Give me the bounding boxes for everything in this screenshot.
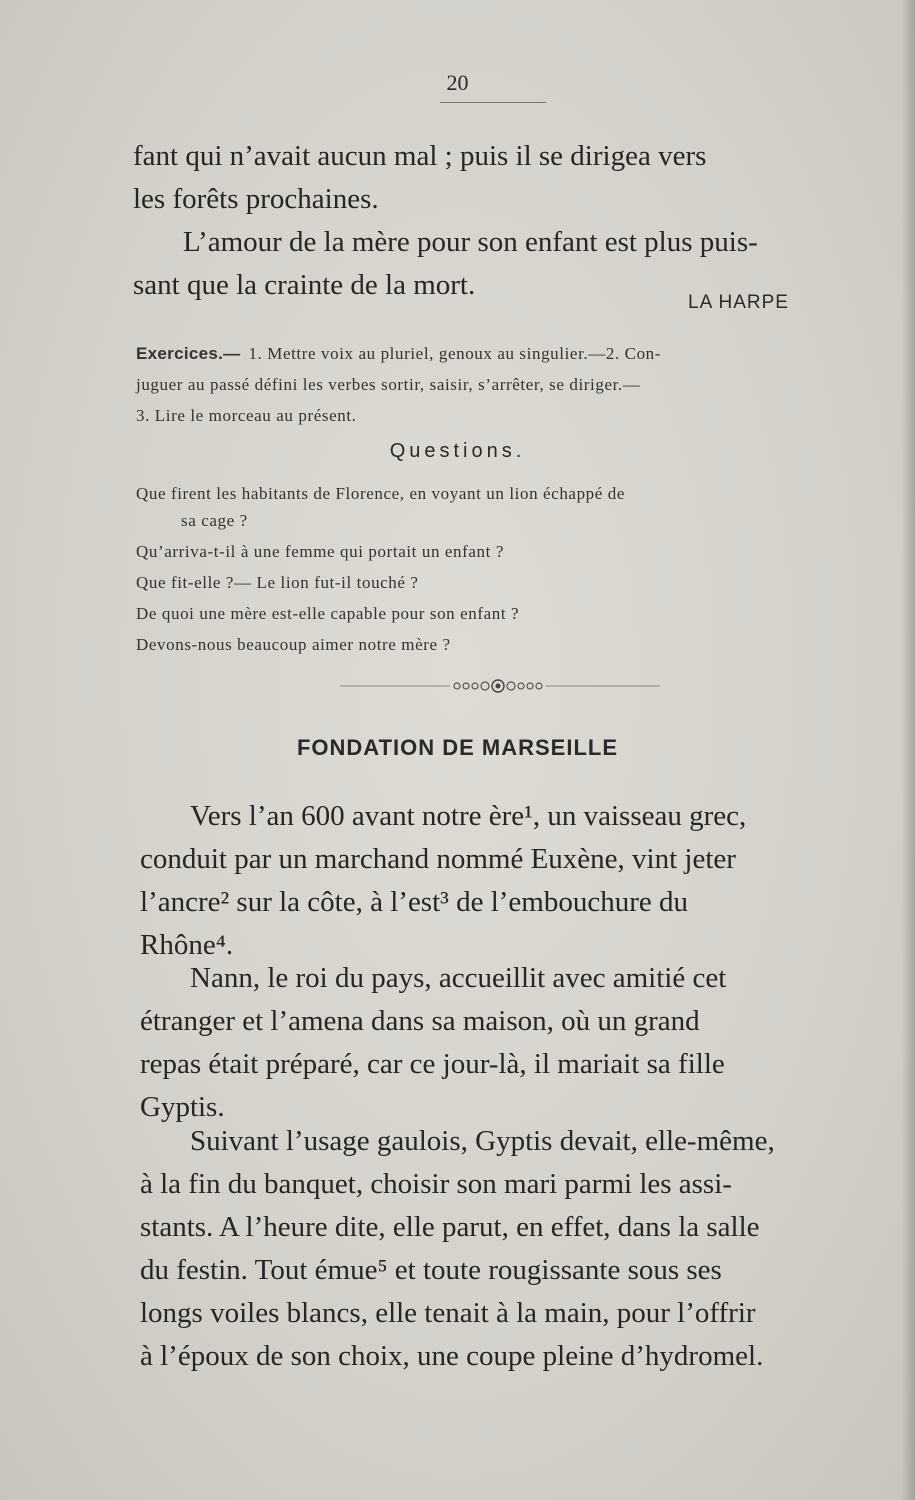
story-line: l’ancre² sur la côte, à l’est³ de l’embouchure du xyxy=(140,886,689,918)
story-paragraph-3 xyxy=(140,1120,775,1378)
exercises-block xyxy=(136,338,661,431)
lead-line: sant que la crainte de la mort. xyxy=(133,269,476,301)
story-line: stants. A l’heure dite, elle parut, en effet, dans la salle xyxy=(140,1211,760,1243)
lead-paragraph xyxy=(133,135,758,307)
exercise-line: 3. Lire le morceau au présent. xyxy=(136,406,357,425)
section-title: FONDATION DE MARSEILLE xyxy=(296,735,619,760)
lead-line: L’amour de la mère pour son enfant est plus puis- xyxy=(183,226,758,258)
story-line: longs voiles blancs, elle tenait à la main, pour l’offrir xyxy=(140,1297,756,1329)
story-line: Vers l’an 600 avant notre ère¹, un vaisseau grec, xyxy=(190,800,747,832)
story-paragraph-2 xyxy=(140,957,726,1129)
story-line: à la fin du banquet, choisir son mari parmi les assi- xyxy=(140,1168,732,1200)
story-line: repas était préparé, car ce jour-là, il mariait sa fille xyxy=(140,1048,725,1080)
questions-title: Questions. xyxy=(389,440,526,462)
story-line: à l’époux de son choix, une coupe pleine d’hydromel. xyxy=(140,1340,764,1372)
exercise-line xyxy=(136,338,661,369)
page-number: 20 xyxy=(446,70,469,95)
author-attribution: LA HARPE xyxy=(688,292,789,313)
story-paragraph-1 xyxy=(140,795,746,967)
question-line: Devons-nous beaucoup aimer notre mère ? xyxy=(136,635,451,654)
exercises-label: Exercices.— xyxy=(136,344,241,363)
question-line: Que firent les habitants de Florence, en voyant un lion échappé de xyxy=(136,484,626,503)
questions-list xyxy=(136,478,625,660)
lead-line: fant qui n’avait aucun mal ; puis il se dirigea vers xyxy=(133,140,707,172)
lead-line: les forêts prochaines. xyxy=(133,183,379,215)
exercise-text: 1. Mettre voix au pluriel, genoux au singulier.—2. Con- xyxy=(248,344,662,363)
question-line: Que fit-elle ?— Le lion fut-il touché ? xyxy=(136,573,419,592)
story-line: étranger et l’amena dans sa maison, où un grand xyxy=(140,1005,700,1037)
story-line: Rhône⁴. xyxy=(140,929,234,961)
question-line: sa cage ? xyxy=(181,511,248,530)
exercise-line: juguer au passé défini les verbes sortir, saisir, s’arrêter, se diriger.— xyxy=(136,375,641,394)
story-line: conduit par un marchand nommé Euxène, vint jeter xyxy=(140,843,736,875)
page-number-rule xyxy=(440,102,546,103)
question-line: De quoi une mère est-elle capable pour son enfant ? xyxy=(136,604,520,623)
story-line: Nann, le roi du pays, accueillit avec amitié cet xyxy=(190,962,727,994)
story-line: Suivant l’usage gaulois, Gyptis devait, elle-même, xyxy=(190,1125,775,1157)
story-line: du festin. Tout émue⁵ et toute rougissante sous ses xyxy=(140,1254,722,1286)
question-line: Qu’arriva-t-il à une femme qui portait un enfant ? xyxy=(136,542,504,561)
story-line: Gyptis. xyxy=(140,1091,225,1123)
ornamental-divider xyxy=(340,676,660,696)
